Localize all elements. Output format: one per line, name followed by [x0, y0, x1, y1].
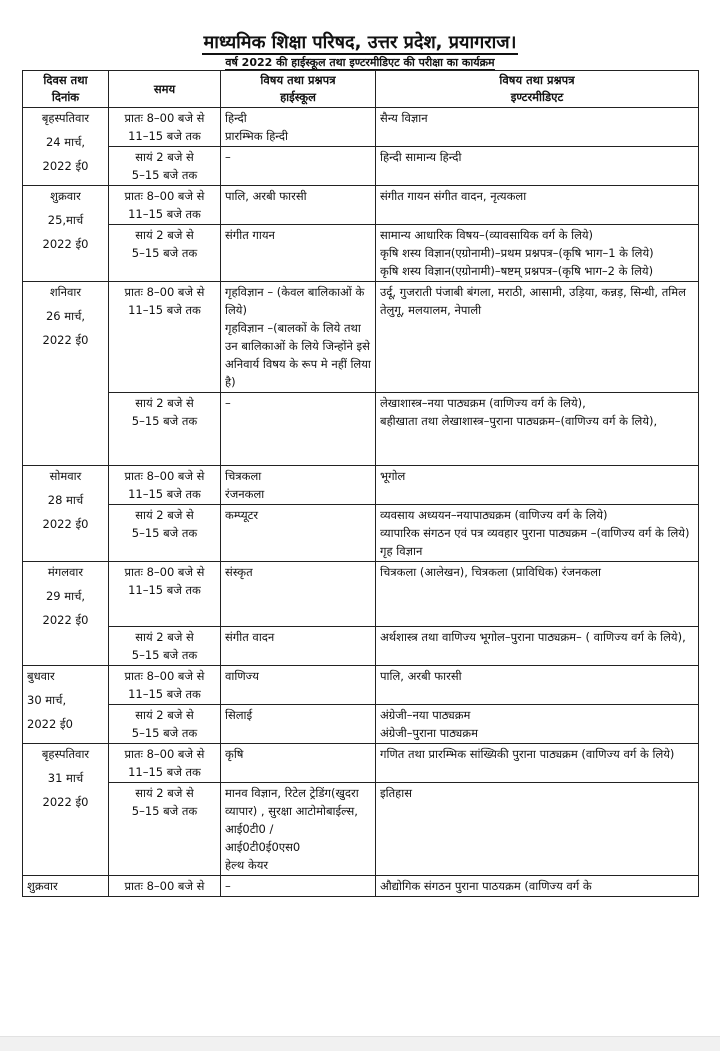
- time-cell: सायं 2 बजे से 5–15 बजे तक: [109, 505, 221, 562]
- table-row: [23, 466, 699, 505]
- highschool-subject: संगीत गायन: [221, 225, 376, 282]
- time-cell: प्रातः 8–00 बजे से 11–15 बजे तक: [109, 108, 221, 147]
- intermediate-subject: हिन्दी सामान्य हिन्दी: [376, 147, 699, 186]
- day-cell: मंगलवार 29 मार्च, 2022 ई0: [23, 562, 109, 666]
- time-cell: प्रातः 8–00 बजे से 11–15 बजे तक: [109, 466, 221, 505]
- exam-schedule-table: [22, 70, 699, 897]
- highschool-subject: मानव विज्ञान, रिटेल ट्रेडिंग(खुदरा व्यापार) , सुरक्षा आटोमोबाईल्स, आई0टी0 / आई0टी0ई0एस0 हेल्थ केयर: [221, 783, 376, 876]
- time-cell: प्रातः 8–00 बजे से 11–15 बजे तक: [109, 666, 221, 705]
- table-row: [23, 108, 699, 147]
- time-cell: सायं 2 बजे से 5–15 बजे तक: [109, 393, 221, 466]
- time-cell: प्रातः 8–00 बजे से: [109, 876, 221, 897]
- intermediate-subject: लेखाशास्त्र–नया पाठ्यक्रम (वाणिज्य वर्ग के लिये), बहीखाता तथा लेखाशास्त्र–पुराना पाठ्यक्रम–(वाणिज्य वर्ग के लिये),: [376, 393, 699, 466]
- highschool-subject: –: [221, 393, 376, 466]
- highschool-subject: वाणिज्य: [221, 666, 376, 705]
- time-cell: सायं 2 बजे से 5–15 बजे तक: [109, 147, 221, 186]
- page-bottom-edge: [0, 1036, 720, 1051]
- highschool-subject: कम्प्यूटर: [221, 505, 376, 562]
- table-row: [23, 783, 699, 876]
- highschool-subject: चित्रकला रंजनकला: [221, 466, 376, 505]
- highschool-subject: –: [221, 876, 376, 897]
- notice-title: माध्यमिक शिक्षा परिषद, उत्तर प्रदेश, प्रयागराज।: [203, 32, 517, 53]
- intermediate-subject: चित्रकला (आलेखन), चित्रकला (प्राविधिक) रंजनकला: [376, 562, 699, 627]
- table-row: [23, 627, 699, 666]
- day-cell: सोमवार 28 मार्च 2022 ई0: [23, 466, 109, 562]
- table-row: [23, 282, 699, 393]
- intermediate-subject: पालि, अरबी फारसी: [376, 666, 699, 705]
- intermediate-subject: अर्थशास्त्र तथा वाणिज्य भूगोल–पुराना पाठ्यक्रम– ( वाणिज्य वर्ग के लिये),: [376, 627, 699, 666]
- time-cell: सायं 2 बजे से 5–15 बजे तक: [109, 783, 221, 876]
- intermediate-subject: अंग्रेजी–नया पाठ्यक्रम अंग्रेजी–पुराना पाठ्यक्रम: [376, 705, 699, 744]
- intermediate-subject: सामान्य आधारिक विषय–(व्यावसायिक वर्ग के लिये) कृषि शस्य विज्ञान(एग्रोनामी)–प्रथम प्रश्नपत्र–(कृषि भाग–1 के लिये) कृषि शस्य विज्ञान(एग्रोनामी)–षष्टम् प्रश्नपत्र–(कृषि भाग–2 के लिये): [376, 225, 699, 282]
- time-cell: प्रातः 8–00 बजे से 11–15 बजे तक: [109, 186, 221, 225]
- table-row: [23, 744, 699, 783]
- table-row: [23, 705, 699, 744]
- highschool-subject: गृहविज्ञान – (केवल बालिकाओं के लिये) गृहविज्ञान –(बालकों के लिये तथा उन बालिकाओं के लिये जिन्होंने इसे अनिवार्य विषय के रूप मे नहीं लिया है): [221, 282, 376, 393]
- time-cell: सायं 2 बजे से 5–15 बजे तक: [109, 627, 221, 666]
- header-intermediate: विषय तथा प्रश्नपत्र इण्टरमीडिएट: [376, 71, 699, 108]
- table-row: [23, 393, 699, 466]
- table-row: [23, 186, 699, 225]
- highschool-subject: कृषि: [221, 744, 376, 783]
- time-cell: प्रातः 8–00 बजे से 11–15 बजे तक: [109, 744, 221, 783]
- highschool-subject: –: [221, 147, 376, 186]
- time-cell: प्रातः 8–00 बजे से 11–15 बजे तक: [109, 562, 221, 627]
- day-cell: शुक्रवार 25,मार्च 2022 ई0: [23, 186, 109, 282]
- table-header-row: [23, 71, 699, 108]
- intermediate-subject: सैन्य विज्ञान: [376, 108, 699, 147]
- table-row: [23, 666, 699, 705]
- highschool-subject: संस्कृत: [221, 562, 376, 627]
- notice-subtitle: वर्ष 2022 की हाईस्कूल तथा इण्टरमीडिएट की परीक्षा का कार्यक्रम: [225, 56, 495, 69]
- day-cell: शुक्रवार: [23, 876, 109, 897]
- intermediate-subject: गणित तथा प्रारम्भिक सांख्यिकी पुराना पाठ्यक्रम (वाणिज्य वर्ग के लिये): [376, 744, 699, 783]
- table-row: [23, 562, 699, 627]
- header-time: समय: [109, 71, 221, 108]
- header-highschool: विषय तथा प्रश्नपत्र हाईस्कूल: [221, 71, 376, 108]
- table-row: [23, 147, 699, 186]
- day-cell: बुधवार 30 मार्च, 2022 ई0: [23, 666, 109, 744]
- highschool-subject: हिन्दी प्रारम्भिक हिन्दी: [221, 108, 376, 147]
- intermediate-subject: संगीत गायन संगीत वादन, नृत्यकला: [376, 186, 699, 225]
- time-cell: सायं 2 बजे से 5–15 बजे तक: [109, 705, 221, 744]
- day-cell: बृहस्पतिवार 24 मार्च, 2022 ई0: [23, 108, 109, 186]
- highschool-subject: सिलाई: [221, 705, 376, 744]
- intermediate-subject: व्यवसाय अध्ययन–नयापाठ्यक्रम (वाणिज्य वर्ग के लिये) व्यापारिक संगठन एवं पत्र व्यवहार पुराना पाठ्यक्रम –(वाणिज्य वर्ग के लिये) गृह विज्ञान: [376, 505, 699, 562]
- intermediate-subject: भूगोल: [376, 466, 699, 505]
- highschool-subject: पालि, अरबी फारसी: [221, 186, 376, 225]
- header-day: दिवस तथा दिनांक: [23, 71, 109, 108]
- time-cell: प्रातः 8–00 बजे से 11–15 बजे तक: [109, 282, 221, 393]
- day-cell: बृहस्पतिवार 31 मार्च 2022 ई0: [23, 744, 109, 876]
- day-cell: शनिवार 26 मार्च, 2022 ई0: [23, 282, 109, 466]
- table-row: [23, 505, 699, 562]
- time-cell: सायं 2 बजे से 5–15 बजे तक: [109, 225, 221, 282]
- table-row: [23, 876, 699, 897]
- intermediate-subject: इतिहास: [376, 783, 699, 876]
- highschool-subject: संगीत वादन: [221, 627, 376, 666]
- intermediate-subject: औद्योगिक संगठन पुराना पाठयक्रम (वाणिज्य वर्ग के: [376, 876, 699, 897]
- intermediate-subject: उर्दू, गुजराती पंजाबी बंगला, मराठी, आसामी, उड़िया, कन्नड़, सिन्धी, तमिल तेलुगू, मलयालम, नेपाली: [376, 282, 699, 393]
- table-row: [23, 225, 699, 282]
